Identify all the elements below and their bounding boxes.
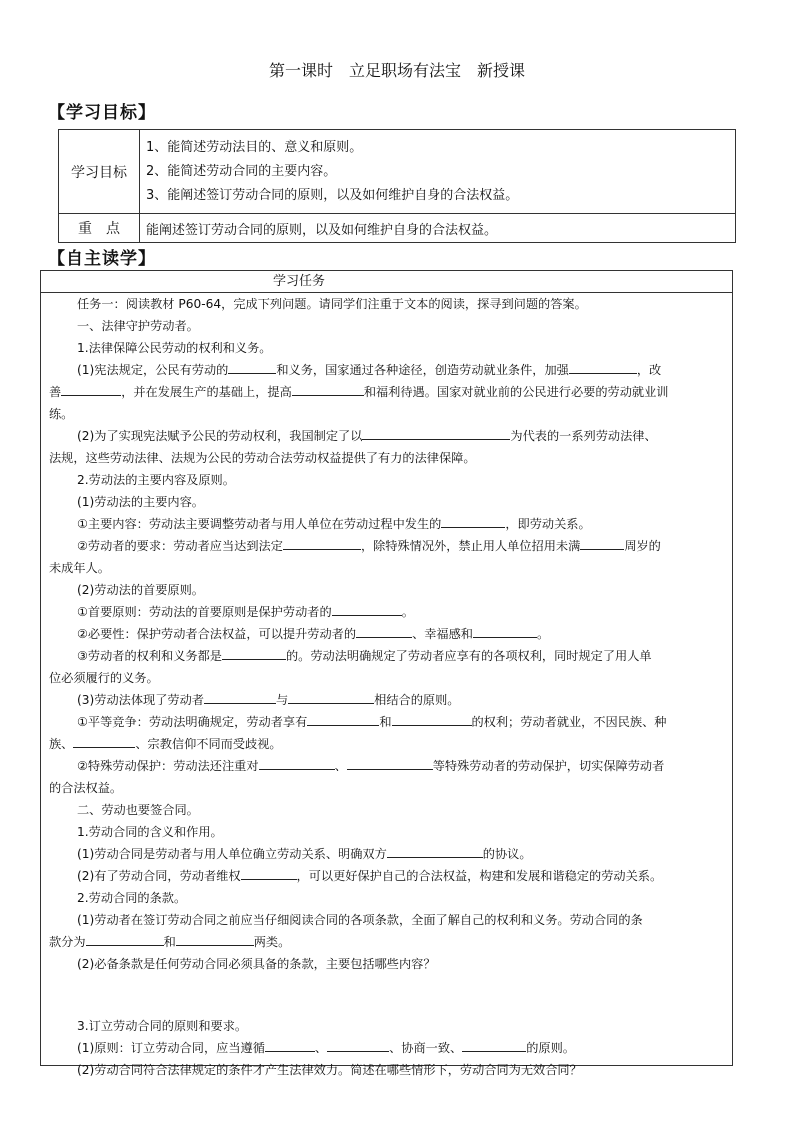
answer-blank[interactable] xyxy=(441,514,505,528)
question-line: (2)必备条款是任何劳动合同必须具备的条款，主要包括哪些内容？ xyxy=(77,957,436,971)
answer-blank[interactable] xyxy=(283,536,361,550)
objective-item: 1、能简述劳动法目的、意义和原则。 xyxy=(146,139,363,155)
question-line xyxy=(49,381,726,403)
answer-blank[interactable] xyxy=(347,756,433,770)
question-line xyxy=(49,359,726,381)
question-line: (2)劳动合同符合法律规定的条件才产生法律效力。简述在哪些情形下，劳动合同为无效合同？ xyxy=(77,1063,582,1077)
answer-blank[interactable] xyxy=(327,1038,389,1052)
question-line xyxy=(49,645,726,667)
question-line xyxy=(49,931,726,953)
subsection-heading: 2.劳动法的主要内容及原则。 xyxy=(77,473,235,487)
question-line xyxy=(49,733,726,755)
task-box xyxy=(40,270,733,1077)
question-text: ②劳动者的要求：劳动者应当达到法定 xyxy=(77,539,283,553)
question-text: 的原则。 xyxy=(526,1041,575,1055)
objectives-table xyxy=(58,129,736,243)
answer-blank[interactable] xyxy=(307,712,379,726)
question-text: 、协商一致、 xyxy=(389,1041,463,1055)
question-text: ②特殊劳动保护：劳动法还注重对 xyxy=(77,759,259,773)
answer-blank[interactable] xyxy=(580,536,624,550)
answer-blank[interactable] xyxy=(204,690,276,704)
answer-blank[interactable] xyxy=(222,646,286,660)
question-text: 。 xyxy=(537,627,550,641)
question-text: 和 xyxy=(379,715,392,729)
question-line: 法规，这些劳动法律、法规为公民的劳动合法劳动权益提供了有力的法律保障。 xyxy=(49,451,476,465)
question-text: ，改 xyxy=(636,363,662,377)
question-text: (3)劳动法体现了劳动者 xyxy=(77,693,204,707)
answer-space[interactable] xyxy=(49,975,726,1015)
question-text: 等特殊劳动者的劳动保护，切实保障劳动者 xyxy=(432,759,665,773)
answer-blank[interactable] xyxy=(61,382,121,396)
question-line xyxy=(49,425,726,447)
question-text: ，并在发展生产的基础上，提高 xyxy=(121,385,292,399)
question-text: 的权利；劳动者就业，不因民族、种 xyxy=(471,715,667,729)
answer-blank[interactable] xyxy=(356,624,412,638)
task-header: 学习任务 xyxy=(41,271,732,293)
subsection-heading: 1.劳动合同的含义和作用。 xyxy=(77,825,223,839)
question-text: 相结合的原则。 xyxy=(374,693,460,707)
question-text: (2)为了实现宪法赋予公民的劳动权利，我国制定了以 xyxy=(77,429,363,443)
question-text: 、 xyxy=(314,1041,328,1055)
question-text: ①平等竞争：劳动法明确规定，劳动者享有 xyxy=(77,715,308,729)
question-text: ①主要内容：劳动法主要调整劳动者与用人单位在劳动过程中发生的 xyxy=(77,517,442,531)
answer-blank[interactable] xyxy=(241,866,297,880)
section-heading: 一、法律守护劳动者。 xyxy=(77,319,199,333)
question-text: ，除特殊情况外，禁止用人单位招用未满 xyxy=(360,539,581,553)
answer-blank[interactable] xyxy=(332,602,402,616)
answer-blank[interactable] xyxy=(462,1038,526,1052)
question-text: 善 xyxy=(49,385,62,399)
question-line: 练。 xyxy=(49,407,74,421)
question-line xyxy=(49,601,726,623)
answer-blank[interactable] xyxy=(259,756,335,770)
question-text: ①首要原则：劳动法的首要原则是保护劳动者的 xyxy=(77,605,332,619)
subsection-heading: 1.法律保障公民劳动的权利和义务。 xyxy=(77,341,272,355)
question-text: (2)有了劳动合同，劳动者维权 xyxy=(77,869,241,883)
question-line xyxy=(49,689,726,711)
subsection-heading: (1)劳动法的主要内容。 xyxy=(77,495,204,509)
answer-blank[interactable] xyxy=(392,712,472,726)
question-text: (1)宪法规定，公民有劳动的 xyxy=(77,363,229,377)
key-point-label: 重 点 xyxy=(59,214,140,243)
page-title: 第一课时 立足职场有法宝 新授课 xyxy=(268,61,525,80)
question-line: (1)劳动者在签订劳动合同之前应当仔细阅读合同的各项条款，全面了解自己的权利和义务。劳动合同的条 xyxy=(77,913,643,927)
question-text: 族、 xyxy=(49,737,74,751)
objective-item: 2、能简述劳动合同的主要内容。 xyxy=(146,163,337,179)
objectives-label: 学习目标 xyxy=(59,130,140,214)
objectives-list xyxy=(140,130,736,214)
question-line xyxy=(49,711,726,733)
section-title-objectives: 【学习目标】 xyxy=(48,103,156,123)
answer-blank[interactable] xyxy=(292,382,364,396)
question-line xyxy=(49,1037,726,1059)
question-text: ③劳动者的权利和义务都是 xyxy=(77,649,222,663)
question-text: 与 xyxy=(275,693,289,707)
answer-blank[interactable] xyxy=(288,690,374,704)
answer-blank[interactable] xyxy=(176,932,254,946)
question-text: 、幸福感和 xyxy=(412,627,473,641)
question-text: (1)原则：订立劳动合同，应当遵循 xyxy=(77,1041,265,1055)
question-text: 、 xyxy=(334,759,347,773)
question-text: ②必要性：保护劳动者合法权益，可以提升劳动者的 xyxy=(77,627,357,641)
answer-blank[interactable] xyxy=(473,624,537,638)
section-heading: 二、劳动也要签合同。 xyxy=(77,803,199,817)
answer-blank[interactable] xyxy=(265,1038,315,1052)
answer-blank[interactable] xyxy=(362,426,510,440)
answer-blank[interactable] xyxy=(86,932,164,946)
question-text: 两类。 xyxy=(253,935,291,949)
question-text: ，可以更好保护自己的合法权益，构建和发展和谐稳定的劳动关系。 xyxy=(296,869,663,883)
answer-blank[interactable] xyxy=(73,734,135,748)
question-line: 的合法权益。 xyxy=(49,781,123,795)
question-line xyxy=(49,623,726,645)
subsection-heading: 2.劳动合同的条款。 xyxy=(77,891,187,905)
question-text: 的协议。 xyxy=(482,847,532,861)
question-text: 为代表的一系列劳动法律、 xyxy=(510,429,657,443)
question-text: 和 xyxy=(163,935,176,949)
question-text: 。 xyxy=(401,605,414,619)
section-title-self-study: 【自主读学】 xyxy=(48,249,156,269)
question-text: 周岁的 xyxy=(624,539,661,553)
question-line: 未成年人。 xyxy=(49,561,110,575)
question-line xyxy=(49,535,726,557)
question-line xyxy=(49,513,726,535)
task-instruction: 任务一：阅读教材 P60-64，完成下列问题。请同学们注重于文本的阅读，探寻到问题的答案。 xyxy=(77,297,587,311)
question-line xyxy=(49,865,726,887)
answer-blank[interactable] xyxy=(569,360,637,374)
question-line: 位必须履行的义务。 xyxy=(49,671,159,685)
question-line xyxy=(49,755,726,777)
question-text: 的。劳动法明确规定了劳动者应享有的各项权利，同时规定了用人单 xyxy=(286,649,652,663)
subsection-heading: (2)劳动法的首要原则。 xyxy=(77,583,204,597)
answer-blank[interactable] xyxy=(228,360,276,374)
question-text: 款分为 xyxy=(49,935,86,949)
key-point-text: 能阐述签订劳动合同的原则，以及如何维护自身的合法权益。 xyxy=(140,214,736,243)
question-line xyxy=(49,843,726,865)
question-text: ，即劳动关系。 xyxy=(505,517,591,531)
question-text: 、宗教信仰不同而受歧视。 xyxy=(135,737,282,751)
objective-item: 3、能阐述签订劳动合同的原则，以及如何维护自身的合法权益。 xyxy=(146,187,519,203)
question-text: 和义务，国家通过各种途径，创造劳动就业条件，加强 xyxy=(276,363,569,377)
question-text: 和福利待遇。国家对就业前的公民进行必要的劳动就业训 xyxy=(363,385,669,399)
subsection-heading: 3.订立劳动合同的原则和要求。 xyxy=(77,1019,248,1033)
question-text: (1)劳动合同是劳动者与用人单位确立劳动关系、明确双方 xyxy=(77,847,387,861)
answer-blank[interactable] xyxy=(387,844,483,858)
